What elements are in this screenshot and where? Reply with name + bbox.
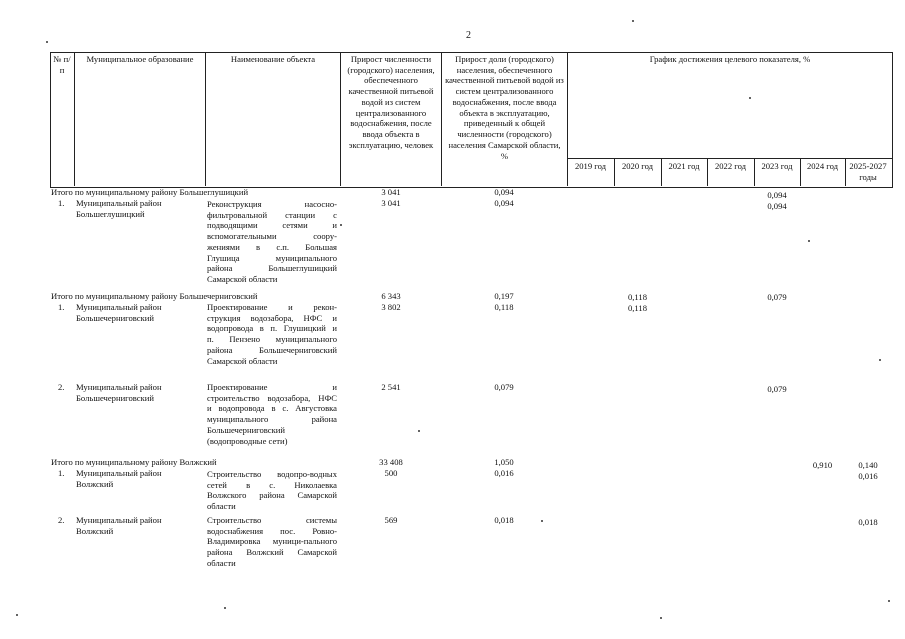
row-share: 0,018 <box>494 515 514 525</box>
row-object: Реконструкция насосно- фильтровальной станции с подводящими сетями и вспомогательными соору- жениями в с.п. Большая Глушица муниципального района Большеглушицкий Самарской области <box>207 199 337 285</box>
divider <box>340 52 341 186</box>
divider <box>567 158 892 159</box>
row-2023: 0,079 <box>767 384 787 394</box>
scan-speck <box>808 240 810 242</box>
row-share: 0,079 <box>494 382 514 392</box>
total-share: 1,050 <box>494 457 514 467</box>
row-municipality: Муниципальный район Волжский <box>76 468 162 489</box>
row-2025: 0,016 <box>858 471 878 481</box>
row-object: Строительство водопро-водных сетей в с. Николаевка Волжского района Самарской области <box>207 469 337 512</box>
row-num: 2. <box>58 515 65 525</box>
total-label: Итого по муниципальному району Волжский <box>51 457 217 467</box>
row-municipality: Муниципальный район Большечерниговский <box>76 382 162 403</box>
divider <box>205 52 206 186</box>
header-object: Наименование объекта <box>230 54 316 64</box>
divider <box>441 52 442 186</box>
total-pop: 3 041 <box>381 187 401 197</box>
header-municipality: Муниципальное образование <box>86 54 194 64</box>
row-num: 2. <box>58 382 65 392</box>
row-pop: 500 <box>384 468 398 478</box>
row-pop: 2 541 <box>381 382 401 392</box>
page-number: 2 <box>466 30 471 41</box>
header-year: 2019 год <box>574 161 607 171</box>
header-year: 2024 год <box>806 161 839 171</box>
row-share: 0,118 <box>494 302 514 312</box>
row-object: Проектирование и строительство водозабора, НФС и водопровода в с. Августовка муниципального района Большечерниговский (водопроводные сети) <box>207 382 337 446</box>
total-2025: 0,140 <box>858 460 878 470</box>
scan-speck <box>418 430 420 432</box>
header-year: 2021 год <box>668 161 700 171</box>
scan-speck <box>224 607 226 609</box>
total-share: 0,197 <box>494 291 514 301</box>
row-num: 1. <box>58 198 65 208</box>
row-2023: 0,094 <box>767 201 787 211</box>
total-share: 0,094 <box>494 187 514 197</box>
row-municipality: Муниципальный район Большеглушицкий <box>76 198 162 219</box>
scan-speck <box>888 600 890 602</box>
row-pop: 3 041 <box>381 198 401 208</box>
header-year: 2022 год <box>714 161 747 171</box>
header-pop-growth: Прирост численности (городского) населения, обеспеченного качественной питьевой водой из систем централизованного водоснабжения, после ввода объекта в эксплуатацию, человек <box>347 54 435 150</box>
row-municipality: Муниципальный район Волжский <box>76 515 162 536</box>
row-pop: 569 <box>384 515 398 525</box>
header-year: 2023 год <box>761 161 793 171</box>
header-share-growth: Прирост доли (городского) населения, обеспеченного качественной питьевой водой из систем централизованного водоснабжения, после ввода объекта в эксплуатацию, приведенный к общей численности (городского) населения Самарской области, % <box>445 54 564 161</box>
total-2024: 0,910 <box>812 460 833 470</box>
row-municipality: Муниципальный район Большечерниговский <box>76 302 162 323</box>
row-2020: 0,118 <box>627 303 648 313</box>
divider <box>74 52 75 186</box>
scan-speck <box>749 97 751 99</box>
header-year: 2020 год <box>621 161 654 171</box>
row-share: 0,094 <box>494 198 514 208</box>
row-num: 1. <box>58 468 65 478</box>
row-object: Строительство системы водоснабжения пос. Ровно- Владимировка муници-пального района Волжский Самарской области <box>207 515 337 568</box>
total-label: Итого по муниципальному району Большечерниговский <box>51 291 258 301</box>
total-2023: 0,079 <box>767 292 787 302</box>
row-num: 1. <box>58 302 65 312</box>
row-2025: 0,018 <box>858 517 878 527</box>
total-label: Итого по муниципальному району Большеглушицкий <box>51 187 249 197</box>
scan-speck <box>16 614 18 616</box>
row-pop: 3 802 <box>381 302 401 312</box>
total-2020: 0,118 <box>627 292 648 302</box>
scan-speck <box>660 617 662 619</box>
row-object: Проектирование и рекон- струкция водозабора, НФС и водопровода в п. Глушицкий и п. Пензено муниципального района Большечерниговский Самарской области <box>207 302 337 366</box>
total-pop: 6 343 <box>381 291 401 301</box>
header-num: № п/п <box>53 54 71 75</box>
total-2023: 0,094 <box>767 190 787 200</box>
header-schedule: График достижения целевого показателя, % <box>649 54 811 64</box>
total-pop: 33 408 <box>379 457 403 467</box>
scan-speck <box>46 41 48 43</box>
header-year: 2025-2027 годы <box>849 161 887 182</box>
scan-speck <box>340 224 342 226</box>
scan-speck <box>541 520 543 522</box>
scan-speck <box>632 20 634 22</box>
row-share: 0,016 <box>494 468 514 478</box>
scan-speck <box>879 359 881 361</box>
